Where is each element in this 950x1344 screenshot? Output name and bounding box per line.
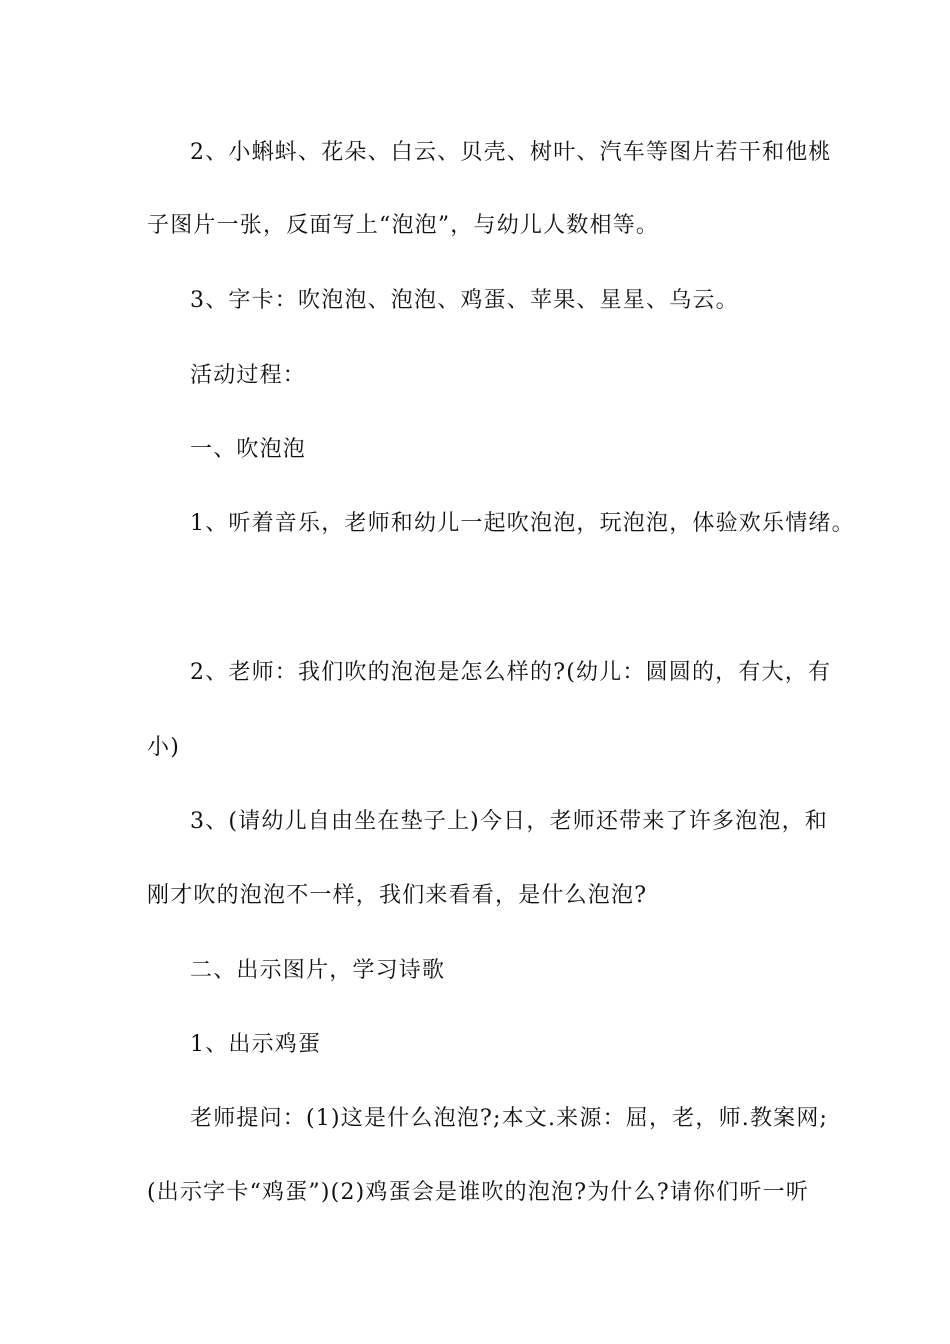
section-2-heading: 二、出示图片，学习诗歌 xyxy=(190,958,446,983)
section-1-heading: 一、吹泡泡 xyxy=(190,437,307,462)
materials-item-2-line-1: 2、小蝌蚪、花朵、白云、贝壳、树叶、汽车等图片若干和他桃 xyxy=(190,140,832,165)
step-1-1: 1、听着音乐，老师和幼儿一起吹泡泡，玩泡泡，体验欢乐情绪。 xyxy=(190,511,855,536)
step-2-1: 1、出示鸡蛋 xyxy=(190,1032,322,1057)
activity-process-heading: 活动过程： xyxy=(190,363,307,388)
step-1-2-line-2: 小) xyxy=(147,735,180,760)
step-1-3-line-2: 刚才吹的泡泡不一样，我们来看看，是什么泡泡? xyxy=(147,883,648,908)
materials-item-2-line-2: 子图片一张，反面写上“泡泡”，与幼儿人数相等。 xyxy=(147,213,660,238)
teacher-question-line-1: 老师提问：(1)这是什么泡泡?;本文.来源：屈，老，师.教案网; xyxy=(190,1106,829,1131)
materials-item-3: 3、字卡：吹泡泡、泡泡、鸡蛋、苹果、星星、乌云。 xyxy=(190,288,739,313)
step-1-3-line-1: 3、(请幼儿自由坐在垫子上)今日，老师还带来了许多泡泡，和 xyxy=(190,809,828,834)
teacher-question-line-2: (出示字卡“鸡蛋”)(2)鸡蛋会是谁吹的泡泡?为什么?请你们听一听 xyxy=(147,1180,810,1205)
step-1-2-line-1: 2、老师：我们吹的泡泡是怎么样的?(幼儿：圆圆的，有大，有 xyxy=(190,660,832,685)
